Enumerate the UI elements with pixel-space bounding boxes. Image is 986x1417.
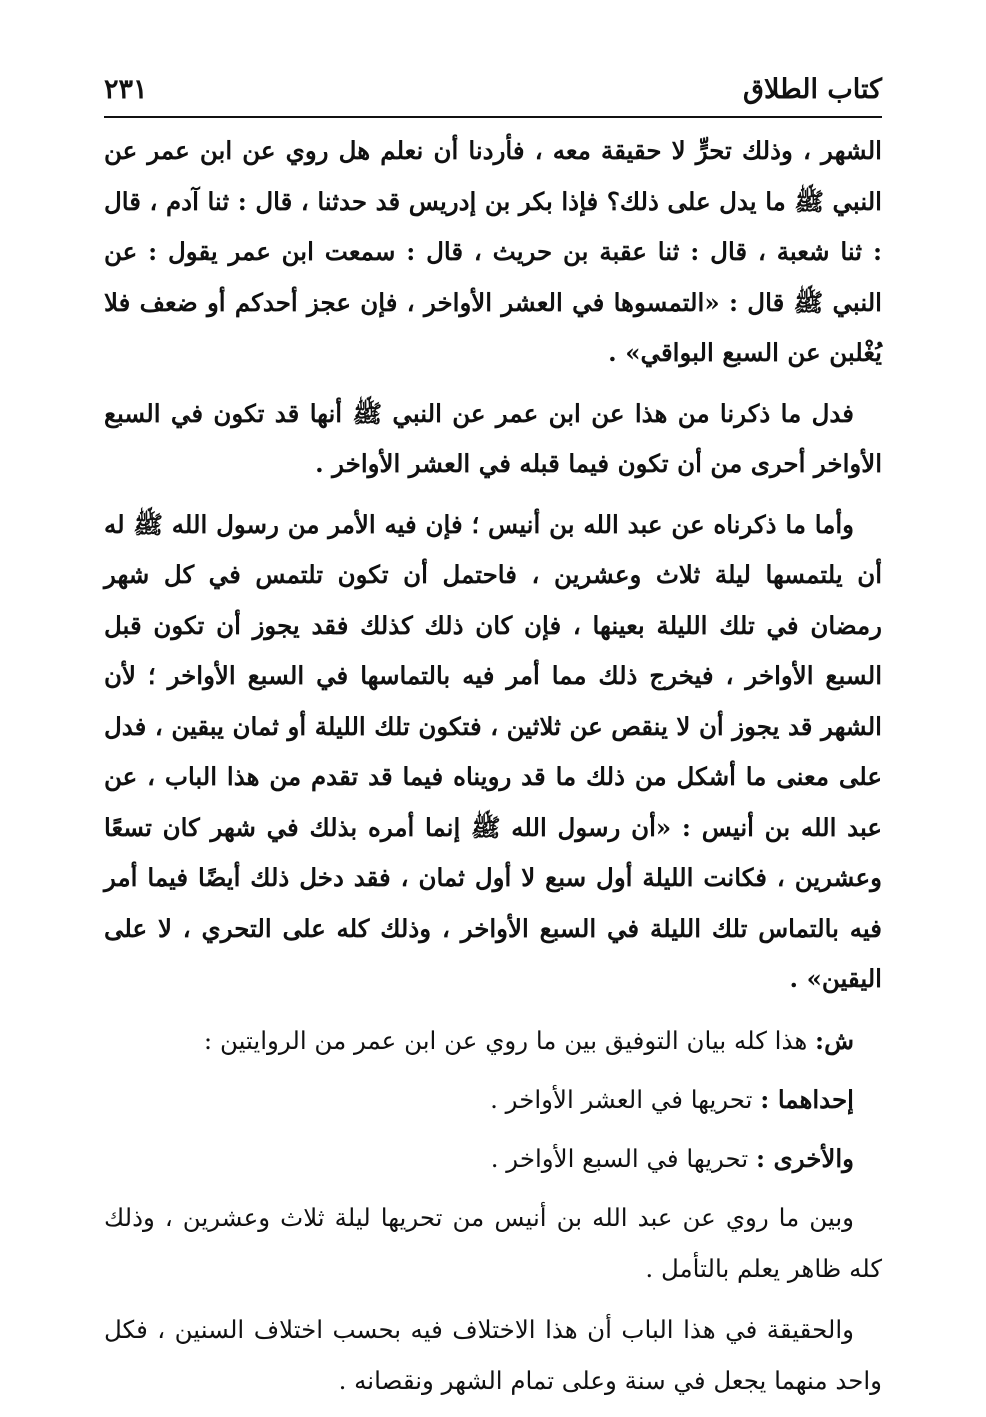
commentary-between: وبين ما روي عن عبد الله بن أنيس من تحريها ليلة ثلاث وعشرين ، وذلك كله ظاهر يعلم بالتأمل . <box>104 1202 882 1283</box>
commentary-label: ش: <box>815 1025 854 1055</box>
running-title: كتاب الطلاق <box>743 74 882 105</box>
page-body <box>104 126 882 1416</box>
second-label: والأخرى : <box>755 1143 854 1173</box>
page-header <box>104 64 882 112</box>
header-rule <box>104 116 882 118</box>
page-number: ٢٣١ <box>104 74 148 105</box>
commentary-first <box>104 1074 882 1125</box>
paragraph-seven-nights: فدل ما ذكرنا من هذا عن ابن عمر عن النبي ﷺ أنها قد تكون في السبع الأواخر أحرى من أن تكون فيما قبله في العشر الأواخر . <box>104 398 882 478</box>
commentary-second <box>104 1133 882 1184</box>
first-label: إحداهما : <box>760 1084 854 1114</box>
commentary-intro-text: هذا كله بيان التوفيق بين ما روي عن ابن عمر من الروايتين : <box>203 1025 808 1055</box>
paragraph-abdullah-ibn-unais: وأما ما ذكرناه عن عبد الله بن أنيس ؛ فإن فيه الأمر من رسول الله ﷺ له أن يلتمسها ليلة ثلاث وعشرين ، فاحتمل أن تكون تلتمس في كل شهر رمضان في تلك الليلة بعينها ، فإن كان ذلك كذلك فقد يجوز أن تكون قبل السبع الأواخر ، فيخرج ذلك مما أمر فيه بالتماسها في السبع الأواخر ؛ لأن الشهر قد يجوز أن لا ينقص عن ثلاثين ، فتكون تلك الليلة أو ثمان يبقين ، فدل على معنى ما أشكل من ذلك ما قد رويناه فيما قد تقدم من هذا الباب ، عن عبد الله بن أنيس : «أن رسول الله ﷺ إنما أمره بذلك في شهر كان تسعًا وعشرين ، فكانت الليلة أول سبع لا أول ثمان ، فقد دخل ذلك أيضًا فيما أمر فيه بالتماس تلك الليلة في السبع الأواخر ، وذلك كله على التحري ، لا على اليقين» . <box>104 509 882 993</box>
commentary-truth: والحقيقة في هذا الباب أن هذا الاختلاف فيه بحسب اختلاف السنين ، فكل واحد منهما يجعل في سنة وعلى تمام الشهر ونقصانه . <box>104 1314 882 1395</box>
commentary-intro <box>104 1015 882 1066</box>
paragraph-hadith-chain: الشهر ، وذلك تحرٍّ لا حقيقة معه ، فأردنا أن نعلم هل روي عن ابن عمر عن النبي ﷺ ما يدل على ذلك؟ فإذا بكر بن إدريس قد حدثنا ، قال : ثنا آدم ، قال : ثنا شعبة ، قال : ثنا عقبة بن حريث ، قال : سمعت ابن عمر يقول : عن النبي ﷺ قال : «التمسوها في العشر الأواخر ، فإن عجز أحدكم أو ضعف فلا يُغْلبن عن السبع البواقي» . <box>104 136 882 367</box>
first-text: تحريها في العشر الأواخر . <box>490 1084 753 1114</box>
second-text: تحريها في السبع الأواخر . <box>490 1143 749 1173</box>
